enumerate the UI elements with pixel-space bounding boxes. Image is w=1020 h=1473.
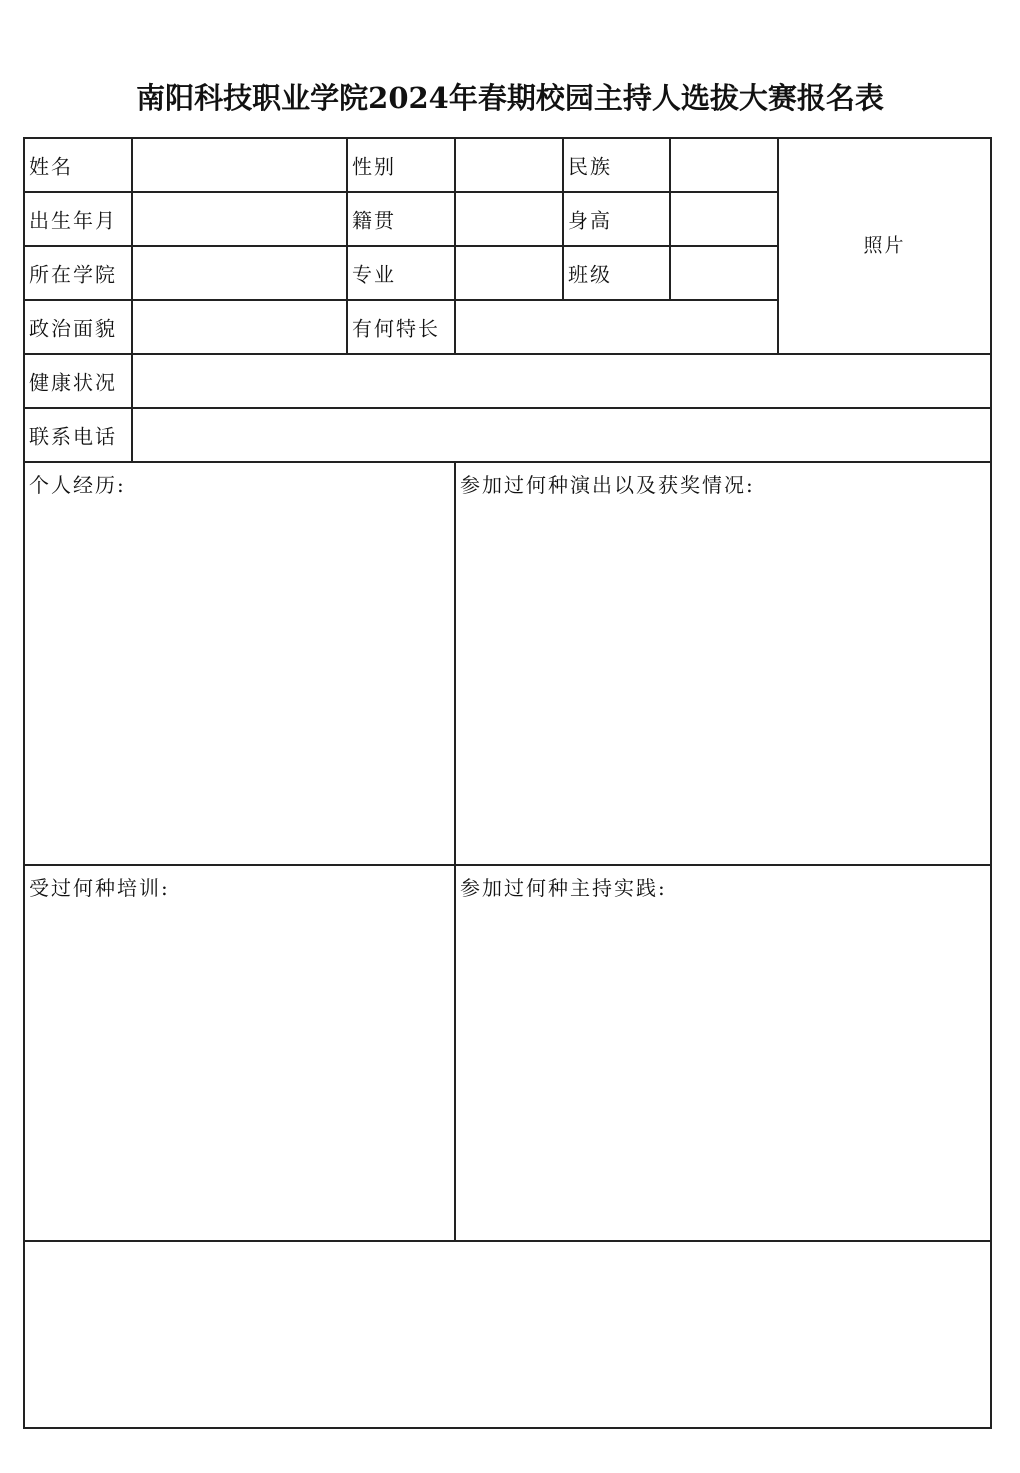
college-field[interactable] xyxy=(131,245,348,301)
birth-date-label: 出生年月 xyxy=(29,208,117,233)
performance-awards-field[interactable] xyxy=(454,461,992,866)
height-label: 身高 xyxy=(568,208,612,233)
training-label: 受过何种培训: xyxy=(29,876,170,900)
label-cell-hometown xyxy=(346,191,456,247)
political-status-label: 政治面貌 xyxy=(29,316,117,341)
photo-label: 照片 xyxy=(863,234,906,257)
label-cell-ethnicity xyxy=(562,137,671,193)
birth-date-field[interactable] xyxy=(131,191,348,247)
hometown-field[interactable] xyxy=(454,191,564,247)
talents-label: 有何特长 xyxy=(352,316,440,341)
major-label: 专业 xyxy=(352,262,396,287)
talents-field[interactable] xyxy=(454,299,779,355)
name-field[interactable] xyxy=(131,137,348,193)
label-cell-class xyxy=(562,245,671,301)
photo-box[interactable] xyxy=(777,137,992,355)
gender-field[interactable] xyxy=(454,137,564,193)
performance-awards-label: 参加过何种演出以及获奖情况: xyxy=(460,473,755,497)
label-cell-birth xyxy=(23,191,133,247)
ethnicity-field[interactable] xyxy=(669,137,779,193)
hometown-label: 籍贯 xyxy=(352,208,396,233)
label-cell-phone xyxy=(23,407,133,463)
label-cell-college xyxy=(23,245,133,301)
bottom-blank-field[interactable] xyxy=(23,1240,992,1429)
gender-label: 性别 xyxy=(352,154,396,179)
personal-experience-label: 个人经历: xyxy=(29,473,126,497)
hosting-practice-label: 参加过何种主持实践: xyxy=(460,876,667,900)
label-cell-political xyxy=(23,299,133,355)
training-field[interactable] xyxy=(23,864,456,1242)
college-label: 所在学院 xyxy=(29,262,117,287)
personal-experience-field[interactable] xyxy=(23,461,456,866)
height-field[interactable] xyxy=(669,191,779,247)
hosting-practice-field[interactable] xyxy=(454,864,992,1242)
phone-field[interactable] xyxy=(131,407,992,463)
label-cell-name xyxy=(23,137,133,193)
health-field[interactable] xyxy=(131,353,992,409)
label-cell-talents xyxy=(346,299,456,355)
political-status-field[interactable] xyxy=(131,299,348,355)
label-cell-health xyxy=(23,353,133,409)
phone-label: 联系电话 xyxy=(29,424,117,449)
ethnicity-label: 民族 xyxy=(568,154,612,179)
name-label: 姓名 xyxy=(29,154,73,179)
label-cell-major xyxy=(346,245,456,301)
class-label: 班级 xyxy=(568,262,612,287)
class-field[interactable] xyxy=(669,245,779,301)
form-title: 南阳科技职业学院2024年春期校园主持人选拔大赛报名表 xyxy=(136,81,884,115)
label-cell-gender xyxy=(346,137,456,193)
health-label: 健康状况 xyxy=(29,370,117,395)
label-cell-height xyxy=(562,191,671,247)
major-field[interactable] xyxy=(454,245,564,301)
